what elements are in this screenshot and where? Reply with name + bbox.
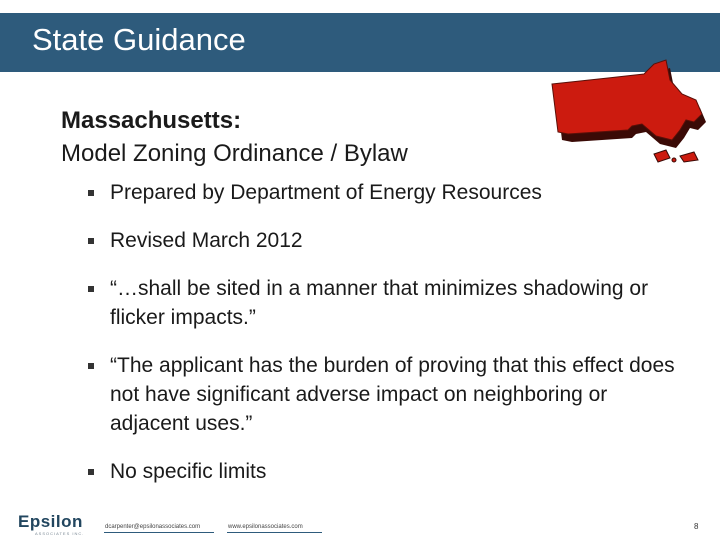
bullet-list <box>88 178 678 505</box>
square-bullet-icon <box>88 238 94 244</box>
page-number: 8 <box>694 522 699 531</box>
bullet-text: Prepared by Department of Energy Resources <box>110 181 542 204</box>
bullet-item <box>88 178 678 207</box>
logo-text: Epsilon <box>18 512 83 531</box>
bullet-text: “…shall be sited in a manner that minimizes shadowing or flicker impacts.” <box>110 277 649 329</box>
bullet-text: Revised March 2012 <box>110 229 303 252</box>
bullet-item <box>88 226 678 255</box>
footer-email-link[interactable]: dcarpenter@epsilonassociates.com <box>105 524 201 530</box>
massachusetts-map-icon <box>548 50 708 175</box>
square-bullet-icon <box>88 469 94 475</box>
heading-state: Massachusetts: <box>61 107 242 134</box>
footer-divider <box>227 532 322 533</box>
heading-subtitle: Model Zoning Ordinance / Bylaw <box>61 140 408 167</box>
square-bullet-icon <box>88 363 94 369</box>
bullet-item <box>88 274 678 332</box>
footer-website-link[interactable]: www.epsilonassociates.com <box>228 524 303 530</box>
epsilon-logo <box>18 512 85 536</box>
logo-subtitle: ASSOCIATES INC. <box>35 531 85 536</box>
bullet-text: “The applicant has the burden of proving that this effect does not have significant adverse impact on neighboring or adjacent uses.” <box>110 354 675 435</box>
slide-title: State Guidance <box>32 22 246 57</box>
bullet-text: No specific limits <box>110 460 267 483</box>
footer-divider <box>104 532 214 533</box>
bullet-item <box>88 351 678 438</box>
slide-heading <box>61 104 408 170</box>
bullet-item <box>88 457 678 486</box>
square-bullet-icon <box>88 190 94 196</box>
square-bullet-icon <box>88 286 94 292</box>
